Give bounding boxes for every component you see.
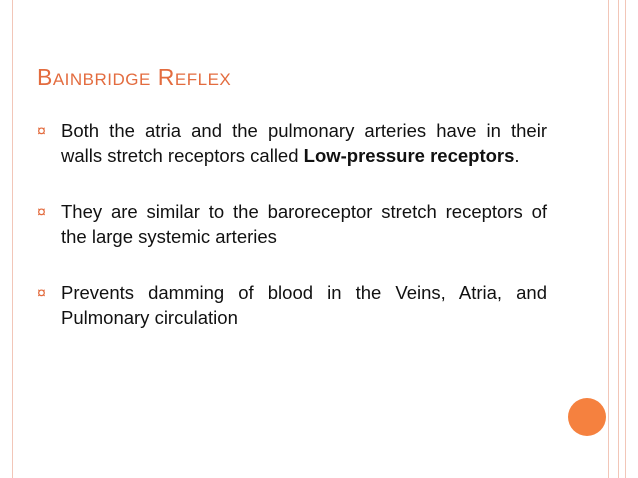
slide-right-rail-outer [618,0,626,478]
title-initial-b: B [37,64,53,90]
bullet-text: Both the atria and the pulmonary arteries have in their walls stretch receptors called [61,120,547,166]
bullet-text: They are similar to the baroreceptor stretch receptors of the large systemic arteries [61,201,547,247]
bullet-mark-icon: ¤ [37,204,46,221]
bullet-text: Prevents damming of blood in the Veins, Atria, and Pulmonary circulation [61,282,547,328]
bullet-item [37,118,547,168]
title-rest-2: EFLEX [174,70,232,89]
slide-right-rail [608,0,618,478]
bullet-mark-icon: ¤ [37,285,46,302]
bullet-bold-text: Low-pressure receptors [303,145,515,166]
slide-title [37,64,231,91]
bullet-item [37,280,547,330]
bullet-item [37,199,547,249]
bullet-text-end: . [514,145,520,166]
bullet-list [37,118,547,361]
bullet-mark-icon: ¤ [37,123,46,140]
decorative-orange-circle [568,398,606,436]
title-initial-r: R [157,64,175,90]
title-rest-1: AINBRIDGE [52,70,151,89]
